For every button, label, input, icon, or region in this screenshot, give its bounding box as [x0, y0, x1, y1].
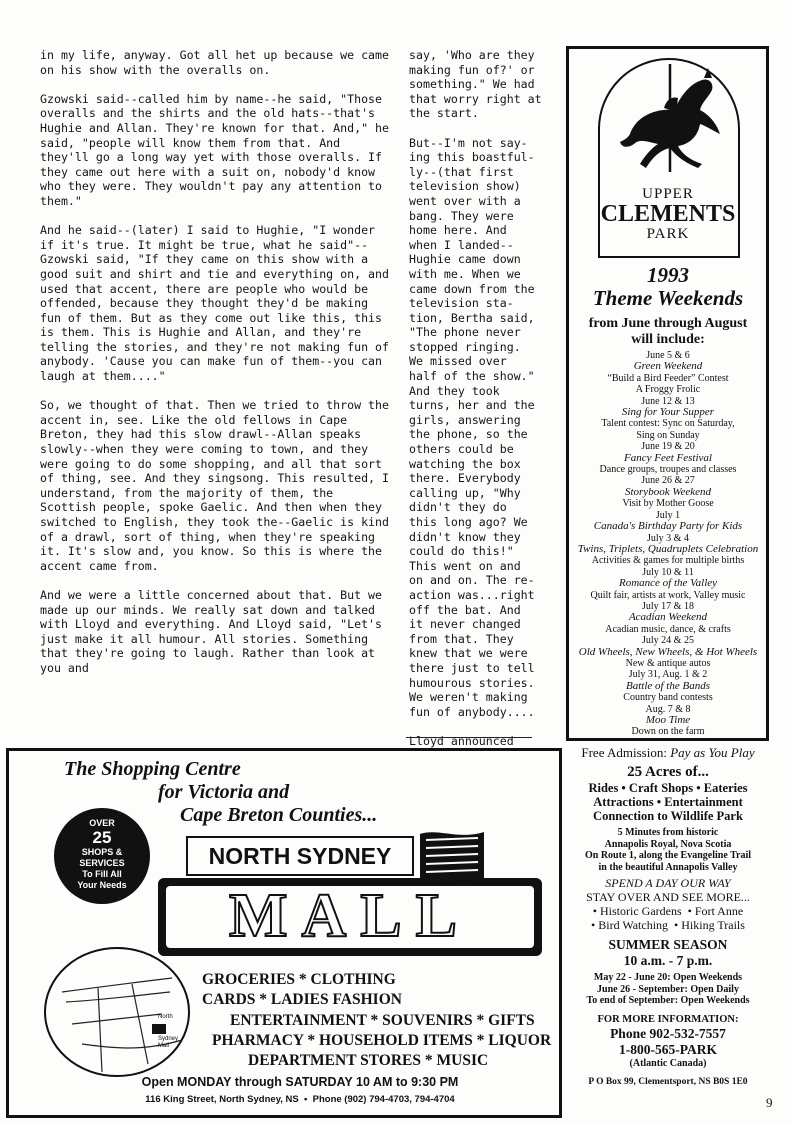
paragraph: say, 'Who are they making fun of?' or something." We had that worry right at the start. [409, 48, 542, 121]
logo-line: UPPER [642, 186, 694, 202]
event-date: July 3 & 4 [647, 532, 689, 544]
event-date: Aug. 7 & 8 [645, 703, 691, 715]
attractions-line: Rides • Craft Shops • Eateries [588, 781, 748, 795]
acres-heading: 25 Acres of... [627, 764, 709, 780]
mall-flag-icon [418, 828, 486, 882]
carousel-horse-icon [612, 64, 730, 182]
map-label: Mall [158, 1043, 170, 1049]
park-heading [568, 264, 768, 348]
event-item [568, 396, 768, 442]
event-name: Acadian Weekend [628, 611, 708, 624]
map-label: North [158, 1014, 173, 1020]
phone-number: 1-800-565-PARK [619, 1041, 717, 1057]
stay-line: STAY OVER AND SEE MORE... [586, 890, 750, 904]
badge-line: 25 [92, 828, 112, 847]
page-number: 9 [766, 1095, 773, 1110]
category-line: PHARMACY * HOUSEHOLD ITEMS * LIQUOR [212, 1032, 552, 1049]
event-date: June 26 & 27 [641, 475, 695, 487]
badge-line: To Fill All [82, 869, 122, 879]
logo-line: PARK [646, 226, 690, 242]
event-name: Fancy Feet Festival [624, 451, 712, 464]
park-logo-text [568, 186, 768, 242]
event-description: Sing on Sunday [636, 429, 700, 441]
event-item [568, 441, 768, 475]
column-rule [406, 737, 532, 738]
badge-line: SHOPS & [81, 847, 123, 857]
paragraph: So, we thought of that. Then we tried to throw the accent in, see. Like the old fellows in Cape Breton, they had this slow drawl--Allan speaks slowly--when they were coming to town, and they were going to do some shopping, and all that sort of thing, see. And they singsong. This resulted, I understand, from the majority of them, the Scottish people, spoke Gaelic. And then when they switched to English, they took the--Gaelic is kind of a drawl, sort of thing, when they're speaking it. It's slow and, you know. So this is where the accent came from. [40, 398, 390, 573]
event-item [568, 635, 768, 669]
location-line: Annapolis Royal, Nova Scotia [604, 838, 732, 850]
logo-line: CLEMENTS [600, 201, 736, 227]
shops-badge [54, 808, 150, 904]
event-description: Dance groups, troupes and classes [599, 464, 737, 476]
article-column-1 [40, 48, 392, 690]
event-item [568, 601, 768, 635]
admission-value: Pay as You Play [670, 745, 755, 760]
event-description: “Build a Bird Feeder” Contest [607, 372, 729, 384]
schedule-line: To end of September: Open Weekends [586, 995, 750, 1006]
mall-address: 116 King Street, North Sydney, NS • Phone (902) 794-4703, 794-4704 [145, 1094, 455, 1105]
park-events-list [568, 350, 768, 738]
park-schedule [568, 972, 768, 1007]
category-line: ENTERTAINMENT * SOUVENIRS * GIFTS [230, 1012, 535, 1029]
event-description: Down on the farm [631, 726, 705, 738]
schedule-line: May 22 - June 20: Open Weekends [593, 972, 743, 983]
mall-name-top: NORTH SYDNEY [208, 843, 392, 869]
map-label: Sydney [158, 1036, 179, 1042]
paragraph: And we were a little concerned about that. But we made up our minds. We really sat down and talked with Lloyd and everything. And Lloyd said, "Let's just make it all humour. All stories. Something that they're going to laugh. Rather than look at you and [40, 587, 383, 675]
paragraph: in my life, anyway. Got all het up because we came on his show with the overalls on. [40, 48, 390, 77]
event-item [568, 533, 768, 567]
event-name: Storybook Weekend [624, 485, 712, 498]
mall-wordmark [166, 880, 534, 952]
location-line: in the beautiful Annapolis Valley [598, 861, 738, 873]
sights-line: • Bird Watching • Hiking Trails [591, 918, 745, 932]
tagline-line: Cape Breton Counties... [180, 804, 378, 826]
park-location [568, 827, 768, 873]
badge-line: OVER [89, 818, 115, 828]
event-item [568, 669, 768, 703]
event-name: Canada's Birthday Party for Kids [593, 520, 743, 533]
event-description: Acadian music, dance, & crafts [605, 623, 731, 635]
park-subhead: will include: [631, 332, 705, 347]
event-name: Moo Time [645, 714, 691, 726]
mall-hours: Open MONDAY through SATURDAY 10 AM to 9:30 PM [141, 1075, 459, 1089]
event-item [568, 704, 768, 738]
event-date: July 31, Aug. 1 & 2 [628, 669, 708, 681]
park-subhead: from June through August [588, 316, 748, 331]
event-description: Quilt fair, artists at work, Valley music [590, 589, 746, 601]
event-name: Old Wheels, New Wheels, & Hot Wheels [578, 645, 758, 658]
sights-line: • Historic Gardens • Fort Anne [592, 904, 744, 918]
info-label: FOR MORE INFORMATION: [597, 1013, 739, 1025]
badge-line: SERVICES [79, 858, 125, 868]
season-hours: 10 a.m. - 7 p.m. [623, 953, 713, 968]
mall-name-plate [186, 836, 414, 876]
category-line: GROCERIES * CLOTHING [202, 971, 396, 988]
event-date: June 12 & 13 [641, 395, 695, 407]
paragraph: And he said--(later) I said to Hughie, "I wonder if it's true. It might be true, what he said"--Gzowski said, "If they came on this show with a good suit and shirt and tie and everything on, and used that accent, there are people who would be offended, because they thought they'd be making fun of them. But as they come out like this, this is them. This is Hughie and Allan, and they're telling the stories, and they're not making fun of anybody. 'Cause you can make fun of them--you can laugh at them...." [40, 223, 390, 384]
tagline-line: for Victoria and [158, 781, 290, 803]
park-headline: Theme Weekends [592, 286, 744, 310]
admission-line [568, 745, 768, 760]
admission-label: Free Admission: [581, 745, 667, 760]
event-description: New & antique autos [625, 657, 711, 669]
phone-number: Phone 902-532-7557 [610, 1025, 726, 1041]
paragraph: Lloyd announced [409, 733, 514, 748]
park-address: P O Box 99, Clementsport, NS B0S 1E0 [588, 1076, 748, 1087]
article-column-2 [409, 48, 557, 749]
event-name: Twins, Triplets, Quadruplets Celebration [577, 542, 759, 555]
attractions-line: Connection to Wildlife Park [593, 809, 743, 823]
category-line: CARDS * LADIES FASHION [202, 991, 402, 1008]
event-description: Country band contests [623, 692, 713, 704]
season-title: SUMMER SEASON [608, 937, 728, 952]
event-date: July 10 & 11 [642, 566, 694, 578]
event-date: June 5 & 6 [646, 350, 690, 361]
event-item [568, 510, 768, 533]
event-date: June 19 & 20 [641, 441, 695, 453]
park-year: 1993 [647, 263, 689, 287]
paragraph: Gzowski said--called him by name--he said, "Those overalls and the shirts and the old hats--that's Hughie and Allan. They're known for that. And," he said, "people will know them from that. And they'll go a long way yet with those overalls. If they came out here with a suit on, nobody'd know who they were. They wouldn't pay any attention to them." [40, 91, 390, 208]
event-date: July 1 [655, 509, 681, 521]
event-description: Visit by Mother Goose [622, 498, 714, 510]
event-item [568, 567, 768, 601]
location-line: 5 Minutes from historic [617, 827, 719, 838]
badge-line: Your Needs [77, 880, 127, 890]
tagline-line: The Shopping Centre [64, 758, 241, 780]
category-line: DEPARTMENT STORES * MUSIC [248, 1052, 489, 1069]
event-item [568, 475, 768, 509]
event-description: A Froggy Frolic [635, 384, 701, 396]
spend-line: SPEND A DAY OUR WAY [605, 876, 731, 890]
location-map [42, 944, 192, 1078]
park-admission [568, 745, 768, 1088]
paragraph: But--I'm not say- ing this boastful- ly--(that first television show) went over with a bang. They were home here. And when I landed-- Hughie came down with me. When we came down from the television sta- tion, Bertha said, "The phone never stopped ringing. We missed over half of the show." And they took turns, her and the girls, answering the phone, so the others could be watching the box there. Everybody calling up, "Why didn't they do this long ago? We didn't know they could do this!" This went on and on and on. The re- action was...right off the bat. And it never changed from that. They knew that we were there just to tell humourous stories. We weren't making fun of anybody.... [409, 135, 535, 719]
mall-name-big: MALL [229, 882, 471, 950]
event-date: July 17 & 18 [642, 600, 694, 612]
event-name: Romance of the Valley [618, 577, 718, 590]
event-description: Talent contest: Sync on Saturday, [601, 418, 735, 430]
event-item [568, 350, 768, 396]
region-note: (Atlantic Canada) [629, 1057, 707, 1069]
event-name: Green Weekend [633, 360, 703, 373]
event-description: Activities & games for multiple births [591, 555, 745, 567]
event-name: Sing for Your Supper [621, 406, 715, 419]
schedule-line: June 26 - September: Open Daily [597, 983, 739, 995]
location-line: On Route 1, along the Evangeline Trail [584, 850, 752, 861]
attractions-line: Attractions • Entertainment [593, 795, 743, 809]
event-name: Battle of the Bands [625, 679, 710, 692]
event-date: July 24 & 25 [642, 635, 694, 647]
